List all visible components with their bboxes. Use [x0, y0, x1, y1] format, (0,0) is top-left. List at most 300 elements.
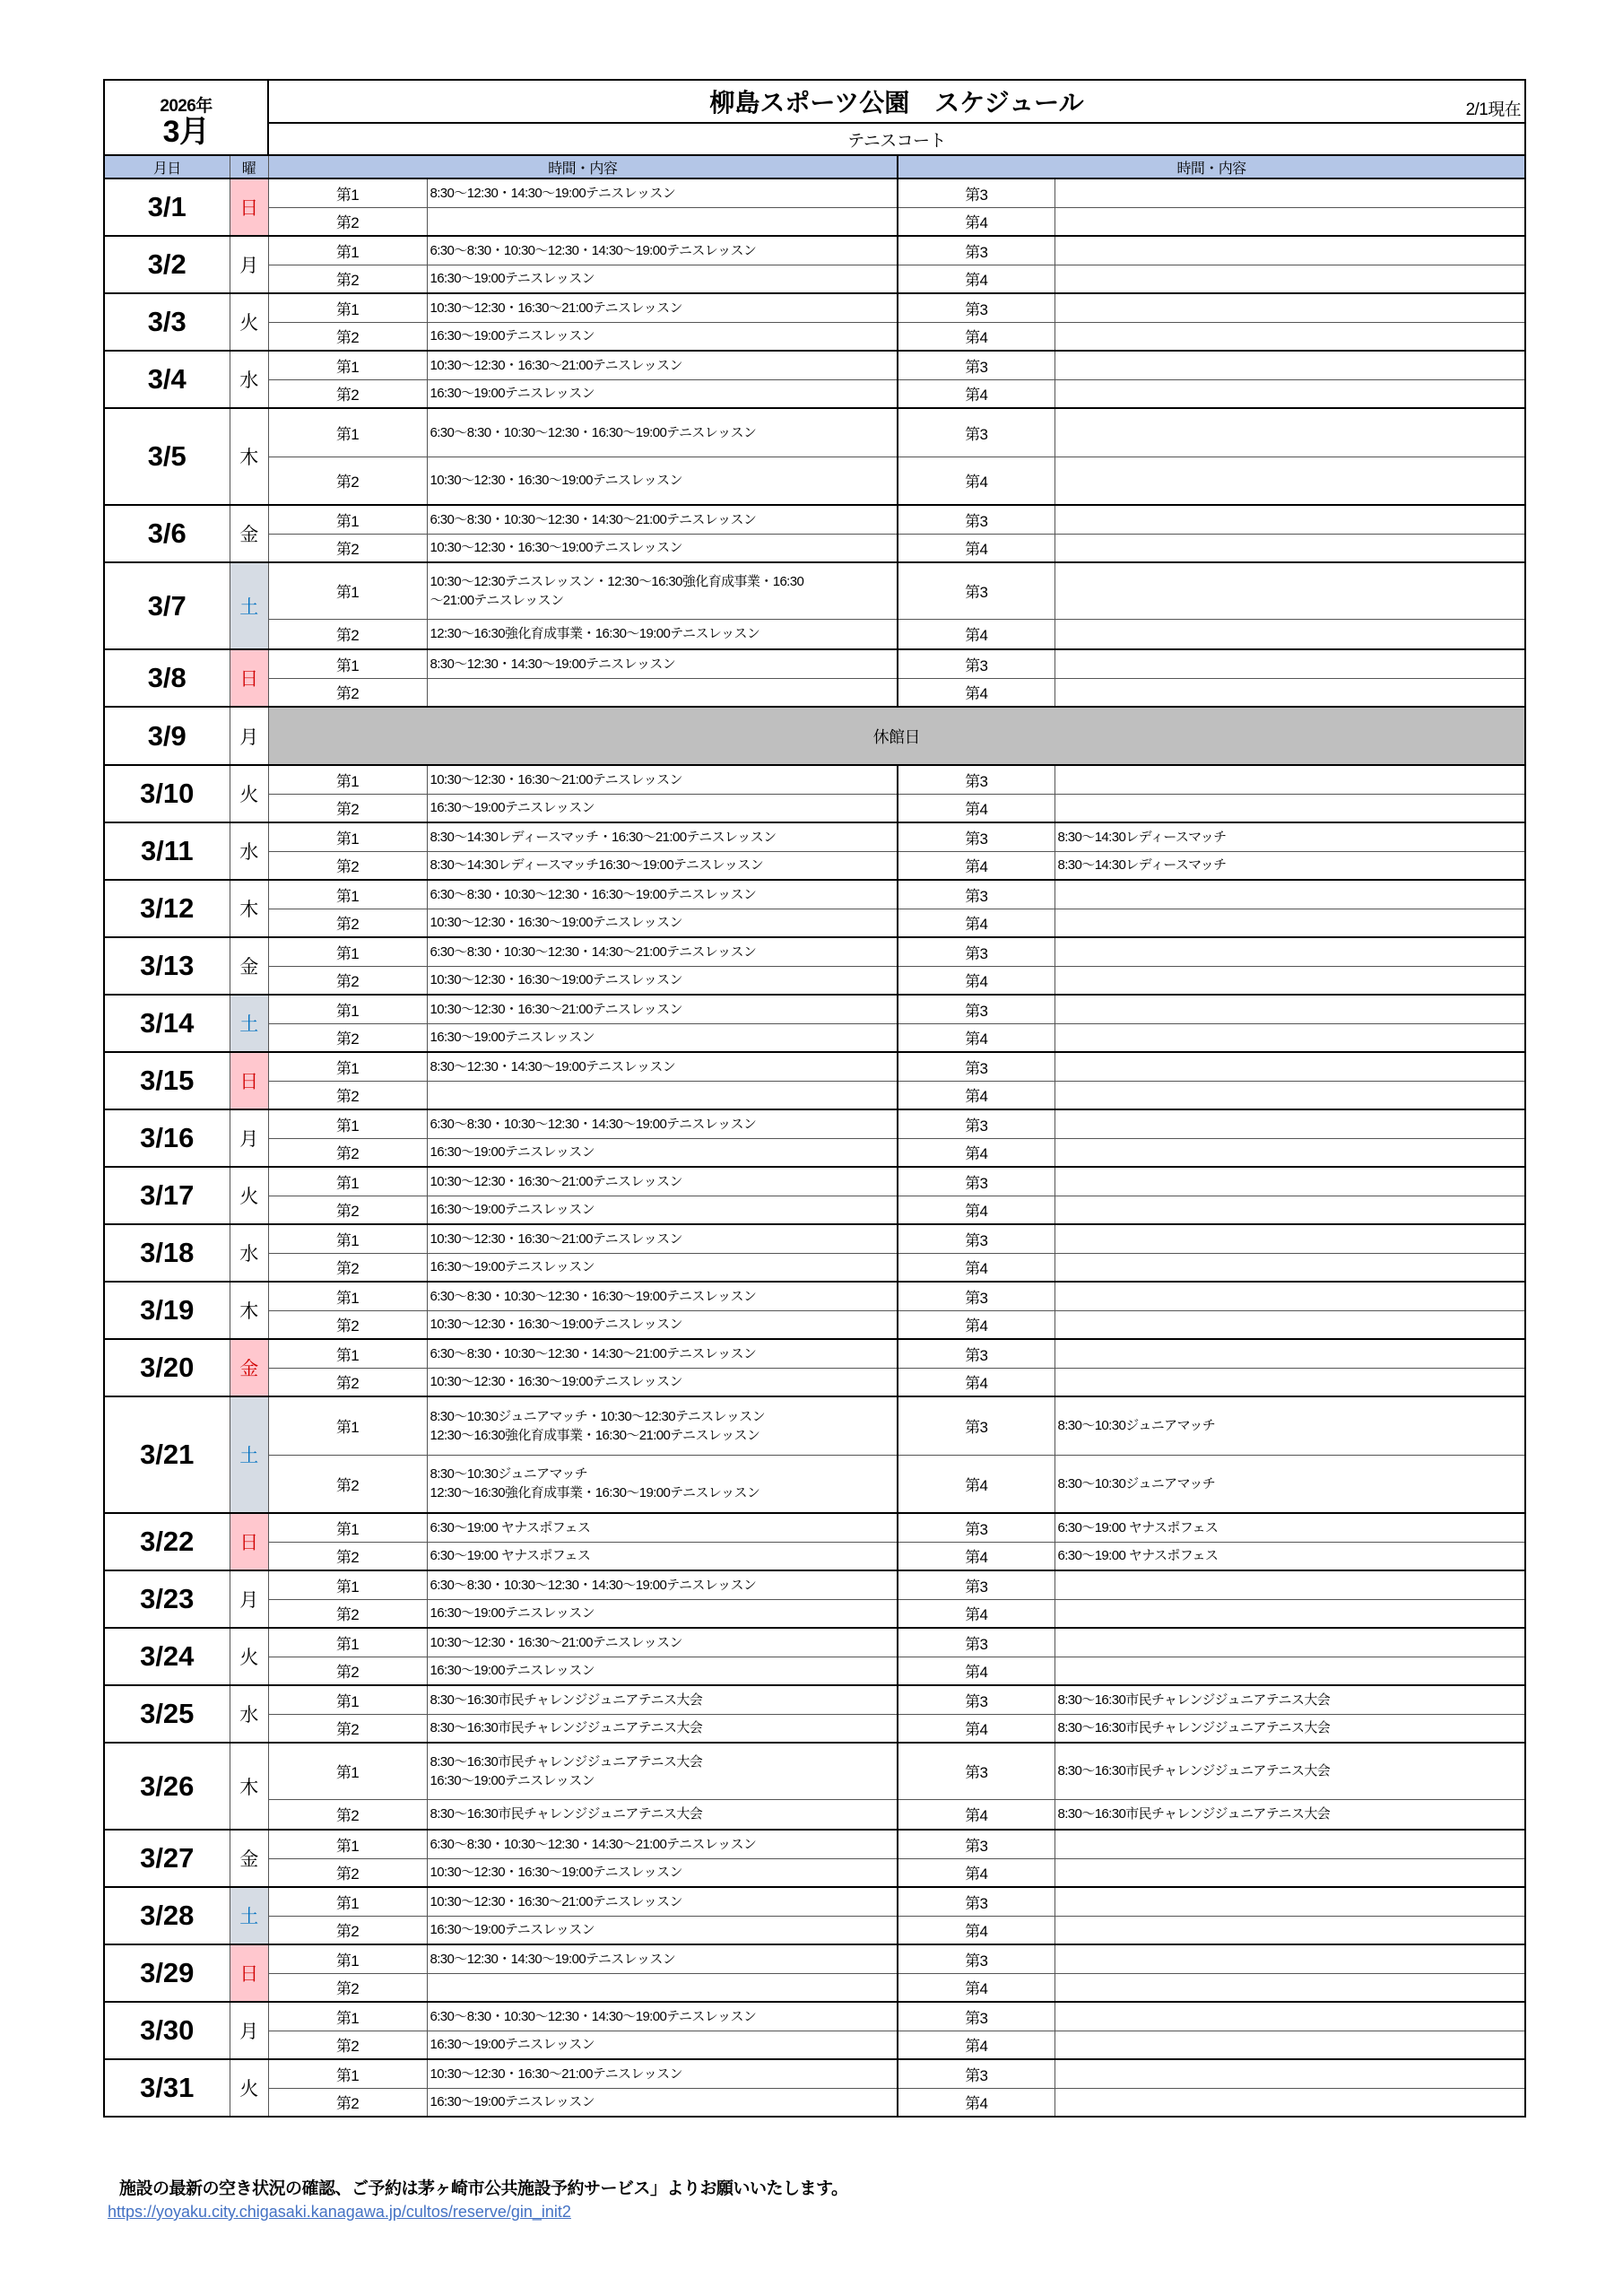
- day-date: 3/5: [104, 408, 230, 505]
- court-schedule: 16:30〜19:00テニスレッスン: [427, 794, 898, 822]
- court-label: 第4: [898, 1916, 1055, 1944]
- day-of-week: 火: [230, 293, 268, 351]
- day-date: 3/28: [104, 1887, 230, 1944]
- day-of-week: 月: [230, 1570, 268, 1628]
- court-row: [104, 966, 1525, 995]
- court-row: [104, 1542, 1525, 1570]
- closed-day-label: 休館日: [268, 707, 1525, 765]
- day-date: 3/21: [104, 1396, 230, 1513]
- court-label: 第3: [898, 1109, 1055, 1138]
- court-label: 第3: [898, 236, 1055, 265]
- court-schedule: 6:30〜8:30・10:30〜12:30・14:30〜19:00テニスレッスン: [427, 1570, 898, 1599]
- court-schedule: 6:30〜8:30・10:30〜12:30・16:30〜19:00テニスレッスン: [427, 880, 898, 909]
- day-of-week: 日: [230, 649, 268, 707]
- court-schedule: [1055, 1052, 1525, 1081]
- court-label: 第2: [268, 322, 427, 351]
- court-label: 第3: [898, 1052, 1055, 1081]
- court-label: 第4: [898, 322, 1055, 351]
- court-row: [104, 1513, 1525, 1542]
- day-date: 3/18: [104, 1224, 230, 1282]
- court-label: 第2: [268, 794, 427, 822]
- court-schedule: 8:30〜12:30・14:30〜19:00テニスレッスン: [427, 1944, 898, 1973]
- court-label: 第1: [268, 236, 427, 265]
- court-schedule: [1055, 937, 1525, 966]
- court-row: [104, 1138, 1525, 1167]
- day-of-week: 月: [230, 1109, 268, 1167]
- court-label: 第2: [268, 1138, 427, 1167]
- court-schedule: [1055, 178, 1525, 207]
- court-label: 第4: [898, 379, 1055, 408]
- court-schedule: [1055, 995, 1525, 1023]
- court-schedule: [1055, 457, 1525, 505]
- day-date: 3/12: [104, 880, 230, 937]
- court-schedule: 8:30〜10:30ジュニアマッチ・10:30〜12:30テニスレッスン 12:30〜16:30強化育成事業・16:30〜21:00テニスレッスン: [427, 1396, 898, 1455]
- court-schedule: [1055, 265, 1525, 293]
- court-row: [104, 1916, 1525, 1944]
- court-row: [104, 1196, 1525, 1224]
- court-label: 第2: [268, 1799, 427, 1830]
- court-row: [104, 2002, 1525, 2031]
- court-row: [104, 408, 1525, 457]
- court-schedule: 16:30〜19:00テニスレッスン: [427, 379, 898, 408]
- day-of-week: 木: [230, 1743, 268, 1830]
- court-row: [104, 207, 1525, 236]
- court-label: 第4: [898, 966, 1055, 995]
- court-label: 第1: [268, 1396, 427, 1455]
- day-of-week: 日: [230, 1052, 268, 1109]
- court-label: 第2: [268, 1196, 427, 1224]
- court-schedule: 10:30〜12:30・16:30〜21:00テニスレッスン: [427, 1224, 898, 1253]
- court-schedule: [1055, 2088, 1525, 2117]
- court-schedule: 16:30〜19:00テニスレッスン: [427, 1138, 898, 1167]
- day-date: 3/9: [104, 707, 230, 765]
- court-schedule: [1055, 1570, 1525, 1599]
- court-label: 第2: [268, 619, 427, 649]
- court-label: 第1: [268, 937, 427, 966]
- court-schedule: [1055, 1253, 1525, 1282]
- court-schedule: [1055, 1339, 1525, 1368]
- court-row: [104, 379, 1525, 408]
- court-label: 第4: [898, 851, 1055, 880]
- court-schedule: [1055, 236, 1525, 265]
- court-schedule: 10:30〜12:30テニスレッスン・12:30〜16:30強化育成事業・16:30 〜21:00テニスレッスン: [427, 562, 898, 619]
- court-schedule: 16:30〜19:00テニスレッスン: [427, 2088, 898, 2117]
- court-schedule: 6:30〜8:30・10:30〜12:30・16:30〜19:00テニスレッスン: [427, 408, 898, 457]
- court-label: 第3: [898, 293, 1055, 322]
- court-label: 第3: [898, 1628, 1055, 1657]
- court-label: 第2: [268, 1973, 427, 2002]
- court-label: 第1: [268, 1339, 427, 1368]
- day-date: 3/26: [104, 1743, 230, 1830]
- court-label: 第4: [898, 2088, 1055, 2117]
- day-of-week: 水: [230, 1685, 268, 1743]
- court-schedule: [1055, 322, 1525, 351]
- court-label: 第4: [898, 1714, 1055, 1743]
- court-label: 第3: [898, 1570, 1055, 1599]
- court-schedule: 6:30〜19:00 ヤナスポフェス: [1055, 1542, 1525, 1570]
- day-date: 3/13: [104, 937, 230, 995]
- court-row: [104, 1599, 1525, 1628]
- court-schedule: [1055, 1368, 1525, 1396]
- court-label: 第1: [268, 505, 427, 534]
- court-label: 第2: [268, 2031, 427, 2059]
- court-schedule: [1055, 2059, 1525, 2088]
- court-label: 第4: [898, 1973, 1055, 2002]
- court-row: [104, 322, 1525, 351]
- court-label: 第1: [268, 1887, 427, 1916]
- court-schedule: [1055, 619, 1525, 649]
- col-header-content-left: 時間・内容: [268, 155, 898, 178]
- court-schedule: 16:30〜19:00テニスレッスン: [427, 2031, 898, 2059]
- day-of-week: 日: [230, 1513, 268, 1570]
- court-schedule: 8:30〜14:30レディースマッチ・16:30〜21:00テニスレッスン: [427, 822, 898, 851]
- court-schedule: 12:30〜16:30強化育成事業・16:30〜19:00テニスレッスン: [427, 619, 898, 649]
- schedule-table: [103, 79, 1526, 2118]
- day-of-week: 火: [230, 1628, 268, 1685]
- court-label: 第4: [898, 1196, 1055, 1224]
- court-schedule: 8:30〜14:30レディースマッチ: [1055, 822, 1525, 851]
- court-row: [104, 1657, 1525, 1685]
- court-schedule: [1055, 1167, 1525, 1196]
- day-date: 3/4: [104, 351, 230, 408]
- court-schedule: 10:30〜12:30・16:30〜21:00テニスレッスン: [427, 1167, 898, 1196]
- court-row: [104, 1714, 1525, 1743]
- court-schedule: [1055, 2031, 1525, 2059]
- col-header-content-right: 時間・内容: [898, 155, 1525, 178]
- court-label: 第4: [898, 1599, 1055, 1628]
- court-schedule: 10:30〜12:30・16:30〜19:00テニスレッスン: [427, 966, 898, 995]
- court-label: 第2: [268, 909, 427, 937]
- day-of-week: 火: [230, 1167, 268, 1224]
- court-schedule: [1055, 1887, 1525, 1916]
- court-schedule: 16:30〜19:00テニスレッスン: [427, 1657, 898, 1685]
- court-label: 第2: [268, 1023, 427, 1052]
- day-of-week: 土: [230, 1887, 268, 1944]
- court-label: 第1: [268, 1282, 427, 1310]
- court-row: [104, 2088, 1525, 2117]
- court-label: 第1: [268, 2059, 427, 2088]
- day-date: 3/24: [104, 1628, 230, 1685]
- day-date: 3/30: [104, 2002, 230, 2059]
- court-label: 第4: [898, 1081, 1055, 1109]
- court-row: [104, 1570, 1525, 1599]
- court-row: [104, 678, 1525, 707]
- court-schedule: [1055, 1599, 1525, 1628]
- court-label: 第4: [898, 1368, 1055, 1396]
- court-label: 第2: [268, 534, 427, 562]
- court-label: 第4: [898, 619, 1055, 649]
- court-schedule: 8:30〜16:30市民チャレンジジュニアテニス大会: [427, 1685, 898, 1714]
- court-schedule: [1055, 505, 1525, 534]
- court-label: 第4: [898, 909, 1055, 937]
- court-label: 第3: [898, 351, 1055, 379]
- court-row: [104, 909, 1525, 937]
- court-schedule: 6:30〜8:30・10:30〜12:30・14:30〜19:00テニスレッスン: [427, 2002, 898, 2031]
- court-schedule: [1055, 2002, 1525, 2031]
- court-row: [104, 1858, 1525, 1887]
- year-month-box: [104, 80, 268, 155]
- day-of-week: 金: [230, 1339, 268, 1396]
- court-label: 第2: [268, 207, 427, 236]
- day-date: 3/8: [104, 649, 230, 707]
- court-schedule: [1055, 1310, 1525, 1339]
- court-schedule: 16:30〜19:00テニスレッスン: [427, 1023, 898, 1052]
- court-label: 第1: [268, 2002, 427, 2031]
- court-label: 第4: [898, 1657, 1055, 1685]
- court-schedule: 10:30〜12:30・16:30〜21:00テニスレッスン: [427, 2059, 898, 2088]
- court-row: [104, 178, 1525, 207]
- court-row: [104, 505, 1525, 534]
- court-row: [104, 1023, 1525, 1052]
- court-label: 第2: [268, 1657, 427, 1685]
- facility-subtitle: テニスコート: [268, 123, 1525, 155]
- court-schedule: 8:30〜16:30市民チャレンジジュニアテニス大会: [1055, 1685, 1525, 1714]
- court-schedule: [1055, 765, 1525, 794]
- court-row: [104, 1799, 1525, 1830]
- court-schedule: 8:30〜14:30レディースマッチ: [1055, 851, 1525, 880]
- court-label: 第1: [268, 1052, 427, 1081]
- court-schedule: [1055, 408, 1525, 457]
- day-of-week: 金: [230, 1830, 268, 1887]
- day-of-week: 水: [230, 822, 268, 880]
- court-label: 第4: [898, 1542, 1055, 1570]
- court-row: [104, 995, 1525, 1023]
- court-schedule: 8:30〜14:30レディースマッチ16:30〜19:00テニスレッスン: [427, 851, 898, 880]
- court-row: [104, 1339, 1525, 1368]
- court-schedule: [427, 1081, 898, 1109]
- court-schedule: [1055, 1858, 1525, 1887]
- col-header-date: 月日: [104, 155, 230, 178]
- day-of-week: 月: [230, 2002, 268, 2059]
- court-row: [104, 794, 1525, 822]
- court-schedule: [1055, 1830, 1525, 1858]
- day-of-week: 木: [230, 1282, 268, 1339]
- court-schedule: [1055, 1081, 1525, 1109]
- court-label: 第3: [898, 1887, 1055, 1916]
- court-schedule: 10:30〜12:30・16:30〜19:00テニスレッスン: [427, 909, 898, 937]
- court-schedule: [427, 1973, 898, 2002]
- court-row: [104, 1628, 1525, 1657]
- court-label: 第3: [898, 649, 1055, 678]
- court-label: 第3: [898, 1513, 1055, 1542]
- court-schedule: [1055, 649, 1525, 678]
- court-label: 第2: [268, 678, 427, 707]
- court-schedule: 6:30〜8:30・10:30〜12:30・16:30〜19:00テニスレッスン: [427, 1282, 898, 1310]
- court-row: [104, 1052, 1525, 1081]
- day-of-week: 金: [230, 505, 268, 562]
- court-label: 第1: [268, 1628, 427, 1657]
- court-row: [104, 1081, 1525, 1109]
- court-label: 第2: [268, 1368, 427, 1396]
- court-row: [104, 351, 1525, 379]
- court-label: 第2: [268, 2088, 427, 2117]
- day-of-week: 土: [230, 995, 268, 1052]
- court-schedule: 16:30〜19:00テニスレッスン: [427, 1196, 898, 1224]
- day-of-week: 月: [230, 707, 268, 765]
- court-row: [104, 457, 1525, 505]
- court-schedule: 6:30〜8:30・10:30〜12:30・14:30〜21:00テニスレッスン: [427, 937, 898, 966]
- court-row: [104, 2059, 1525, 2088]
- reservation-link[interactable]: https://yoyaku.city.chigasaki.kanagawa.jp/cultos/reserve/gin_init2: [108, 2203, 571, 2221]
- court-label: 第1: [268, 1743, 427, 1799]
- court-label: 第2: [268, 1081, 427, 1109]
- court-label: 第3: [898, 880, 1055, 909]
- court-label: 第4: [898, 1023, 1055, 1052]
- court-schedule: 8:30〜16:30市民チャレンジジュニアテニス大会: [1055, 1743, 1525, 1799]
- court-label: 第2: [268, 1599, 427, 1628]
- court-schedule: 10:30〜12:30・16:30〜21:00テニスレッスン: [427, 351, 898, 379]
- court-schedule: [1055, 1657, 1525, 1685]
- court-label: 第2: [268, 966, 427, 995]
- court-schedule: [1055, 293, 1525, 322]
- day-date: 3/25: [104, 1685, 230, 1743]
- court-label: 第3: [898, 1743, 1055, 1799]
- court-schedule: [1055, 1628, 1525, 1657]
- day-of-week: 水: [230, 1224, 268, 1282]
- day-of-week: 土: [230, 1396, 268, 1513]
- day-row: [104, 707, 1525, 765]
- court-schedule: 6:30〜19:00 ヤナスポフェス: [1055, 1513, 1525, 1542]
- court-label: 第2: [268, 851, 427, 880]
- court-row: [104, 1973, 1525, 2002]
- court-schedule: [1055, 1973, 1525, 2002]
- court-schedule: [1055, 1224, 1525, 1253]
- day-of-week: 土: [230, 562, 268, 649]
- as-of-date: 2/1現在: [1465, 100, 1522, 119]
- day-date: 3/6: [104, 505, 230, 562]
- court-label: 第3: [898, 178, 1055, 207]
- court-schedule: 6:30〜8:30・10:30〜12:30・14:30〜21:00テニスレッスン: [427, 1830, 898, 1858]
- court-row: [104, 880, 1525, 909]
- court-schedule: 16:30〜19:00テニスレッスン: [427, 1253, 898, 1282]
- court-row: [104, 1396, 1525, 1455]
- court-label: 第4: [898, 1310, 1055, 1339]
- court-row: [104, 1944, 1525, 1973]
- court-label: 第3: [898, 1224, 1055, 1253]
- court-schedule: 10:30〜12:30・16:30〜21:00テニスレッスン: [427, 293, 898, 322]
- court-label: 第1: [268, 1830, 427, 1858]
- court-row: [104, 1109, 1525, 1138]
- court-label: 第4: [898, 1799, 1055, 1830]
- court-label: 第3: [898, 822, 1055, 851]
- court-label: 第2: [268, 1455, 427, 1513]
- court-row: [104, 765, 1525, 794]
- court-label: 第2: [268, 1542, 427, 1570]
- day-date: 3/14: [104, 995, 230, 1052]
- court-label: 第3: [898, 505, 1055, 534]
- day-date: 3/2: [104, 236, 230, 293]
- day-date: 3/27: [104, 1830, 230, 1887]
- court-schedule: [1055, 909, 1525, 937]
- court-label: 第4: [898, 534, 1055, 562]
- court-label: 第1: [268, 822, 427, 851]
- court-label: 第1: [268, 880, 427, 909]
- court-schedule: 10:30〜12:30・16:30〜19:00テニスレッスン: [427, 1310, 898, 1339]
- court-label: 第1: [268, 1685, 427, 1714]
- court-schedule: 10:30〜12:30・16:30〜21:00テニスレッスン: [427, 1628, 898, 1657]
- court-label: 第3: [898, 1685, 1055, 1714]
- court-label: 第2: [268, 1714, 427, 1743]
- day-of-week: 木: [230, 408, 268, 505]
- court-label: 第4: [898, 2031, 1055, 2059]
- court-schedule: [1055, 562, 1525, 619]
- court-row: [104, 851, 1525, 880]
- day-of-week: 火: [230, 2059, 268, 2117]
- court-label: 第1: [268, 1224, 427, 1253]
- day-of-week: 水: [230, 351, 268, 408]
- court-schedule: 8:30〜16:30市民チャレンジジュニアテニス大会: [427, 1714, 898, 1743]
- court-label: 第2: [268, 265, 427, 293]
- court-label: 第4: [898, 265, 1055, 293]
- court-label: 第4: [898, 1253, 1055, 1282]
- col-header-dow: 曜: [230, 155, 268, 178]
- court-label: 第3: [898, 1830, 1055, 1858]
- court-schedule: 8:30〜12:30・14:30〜19:00テニスレッスン: [427, 1052, 898, 1081]
- court-label: 第3: [898, 2002, 1055, 2031]
- court-schedule: 8:30〜16:30市民チャレンジジュニアテニス大会: [1055, 1799, 1525, 1830]
- day-date: 3/16: [104, 1109, 230, 1167]
- court-schedule: 8:30〜12:30・14:30〜19:00テニスレッスン: [427, 178, 898, 207]
- court-label: 第4: [898, 1138, 1055, 1167]
- court-schedule: [1055, 1138, 1525, 1167]
- court-label: 第1: [268, 1944, 427, 1973]
- day-date: 3/20: [104, 1339, 230, 1396]
- court-schedule: [1055, 1196, 1525, 1224]
- court-schedule: [427, 678, 898, 707]
- court-label: 第3: [898, 1167, 1055, 1196]
- court-label: 第2: [268, 1310, 427, 1339]
- court-row: [104, 534, 1525, 562]
- court-schedule: 6:30〜8:30・10:30〜12:30・14:30〜21:00テニスレッスン: [427, 1339, 898, 1368]
- court-row: [104, 1310, 1525, 1339]
- year-label: 2026年: [160, 96, 213, 116]
- court-label: 第1: [268, 351, 427, 379]
- court-label: 第1: [268, 649, 427, 678]
- day-date: 3/7: [104, 562, 230, 649]
- court-row: [104, 1224, 1525, 1253]
- court-schedule: 10:30〜12:30・16:30〜19:00テニスレッスン: [427, 1858, 898, 1887]
- court-schedule: 16:30〜19:00テニスレッスン: [427, 1916, 898, 1944]
- day-of-week: 日: [230, 178, 268, 236]
- court-schedule: [1055, 1109, 1525, 1138]
- court-schedule: [1055, 379, 1525, 408]
- court-label: 第1: [268, 1570, 427, 1599]
- day-of-week: 金: [230, 937, 268, 995]
- court-schedule: [1055, 1282, 1525, 1310]
- court-label: 第3: [898, 408, 1055, 457]
- court-schedule: 10:30〜12:30・16:30〜19:00テニスレッスン: [427, 457, 898, 505]
- court-row: [104, 293, 1525, 322]
- court-label: 第3: [898, 1944, 1055, 1973]
- day-date: 3/31: [104, 2059, 230, 2117]
- court-schedule: 6:30〜8:30・10:30〜12:30・14:30〜19:00テニスレッスン: [427, 236, 898, 265]
- court-label: 第4: [898, 1858, 1055, 1887]
- court-schedule: 8:30〜16:30市民チャレンジジュニアテニス大会: [427, 1799, 898, 1830]
- court-schedule: 6:30〜19:00 ヤナスポフェス: [427, 1513, 898, 1542]
- court-schedule: [1055, 794, 1525, 822]
- day-date: 3/15: [104, 1052, 230, 1109]
- court-label: 第4: [898, 457, 1055, 505]
- court-label: 第2: [268, 1916, 427, 1944]
- court-label: 第1: [268, 178, 427, 207]
- court-schedule: [1055, 1944, 1525, 1973]
- court-schedule: 8:30〜16:30市民チャレンジジュニアテニス大会: [1055, 1714, 1525, 1743]
- court-row: [104, 1253, 1525, 1282]
- day-of-week: 火: [230, 765, 268, 822]
- court-schedule: [1055, 678, 1525, 707]
- court-row: [104, 2031, 1525, 2059]
- court-row: [104, 619, 1525, 649]
